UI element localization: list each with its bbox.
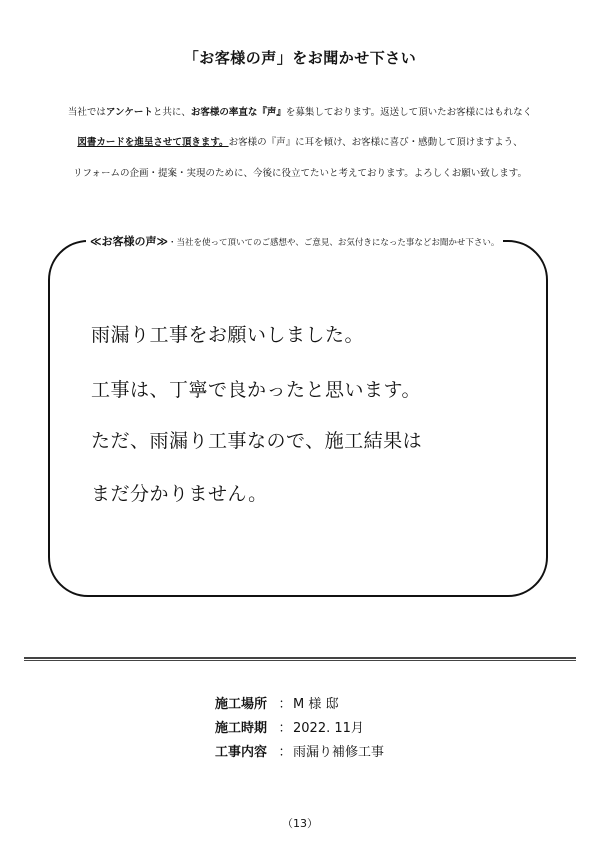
voice-box <box>48 240 548 597</box>
info-period <box>215 717 575 736</box>
info-label: 施工時期 <box>215 721 268 736</box>
info-value: M 様 邸 <box>293 697 339 712</box>
info-separator: ： <box>278 721 292 736</box>
intro-text: 当社では <box>67 107 106 118</box>
info-separator: ： <box>278 745 292 760</box>
voice-line-4: まだ分かりません。 <box>91 483 268 505</box>
info-content <box>215 741 575 760</box>
page-title: 「お客様の声」をお聞かせ下さい <box>183 49 417 67</box>
voice-line-3: ただ、雨漏り工事なので、施工結果は <box>91 430 423 452</box>
info-value: 2022. 11月 <box>293 721 364 736</box>
info-separator: ： <box>278 697 292 712</box>
info-label: 施工場所 <box>215 697 268 712</box>
voice-heading: ≪お客様の声≫ <box>90 235 169 248</box>
intro-line-2 <box>40 134 560 148</box>
intro-line-3: リフォームの企画・提案・実現のために、今後に役立てたいと考えております。よろしくお願い致します。 <box>72 168 527 179</box>
divider <box>24 657 576 661</box>
page-number: （13） <box>282 817 318 830</box>
intro-text: お客様の『声』に耳を傾け、お客様に喜び・感動して頂けますよう、 <box>228 137 523 148</box>
intro-text: と共に、 <box>152 107 191 118</box>
info-value: 雨漏り補修工事 <box>293 745 385 760</box>
info-label: 工事内容 <box>215 745 268 760</box>
voice-subheading: ・当社を使って頂いてのご感想や、ご意見、お気付きになった事などお聞かせ下さい。 <box>168 238 500 248</box>
intro-text: を募集しております。返送して頂いたお客様にはもれなく <box>285 107 533 118</box>
intro-gift-card: 図書カードを進呈させて頂きます。 <box>77 137 229 148</box>
voice-header <box>86 233 503 249</box>
voice-line-1: 雨漏り工事をお願いしました。 <box>91 324 365 346</box>
info-location <box>215 693 575 712</box>
voice-line-2: 工事は、丁寧で良かったと思います。 <box>91 379 421 401</box>
intro-emphasis: お客様の率直な『声』 <box>190 107 286 118</box>
intro-emphasis: アンケート <box>105 107 153 118</box>
intro-line-1 <box>40 104 560 118</box>
